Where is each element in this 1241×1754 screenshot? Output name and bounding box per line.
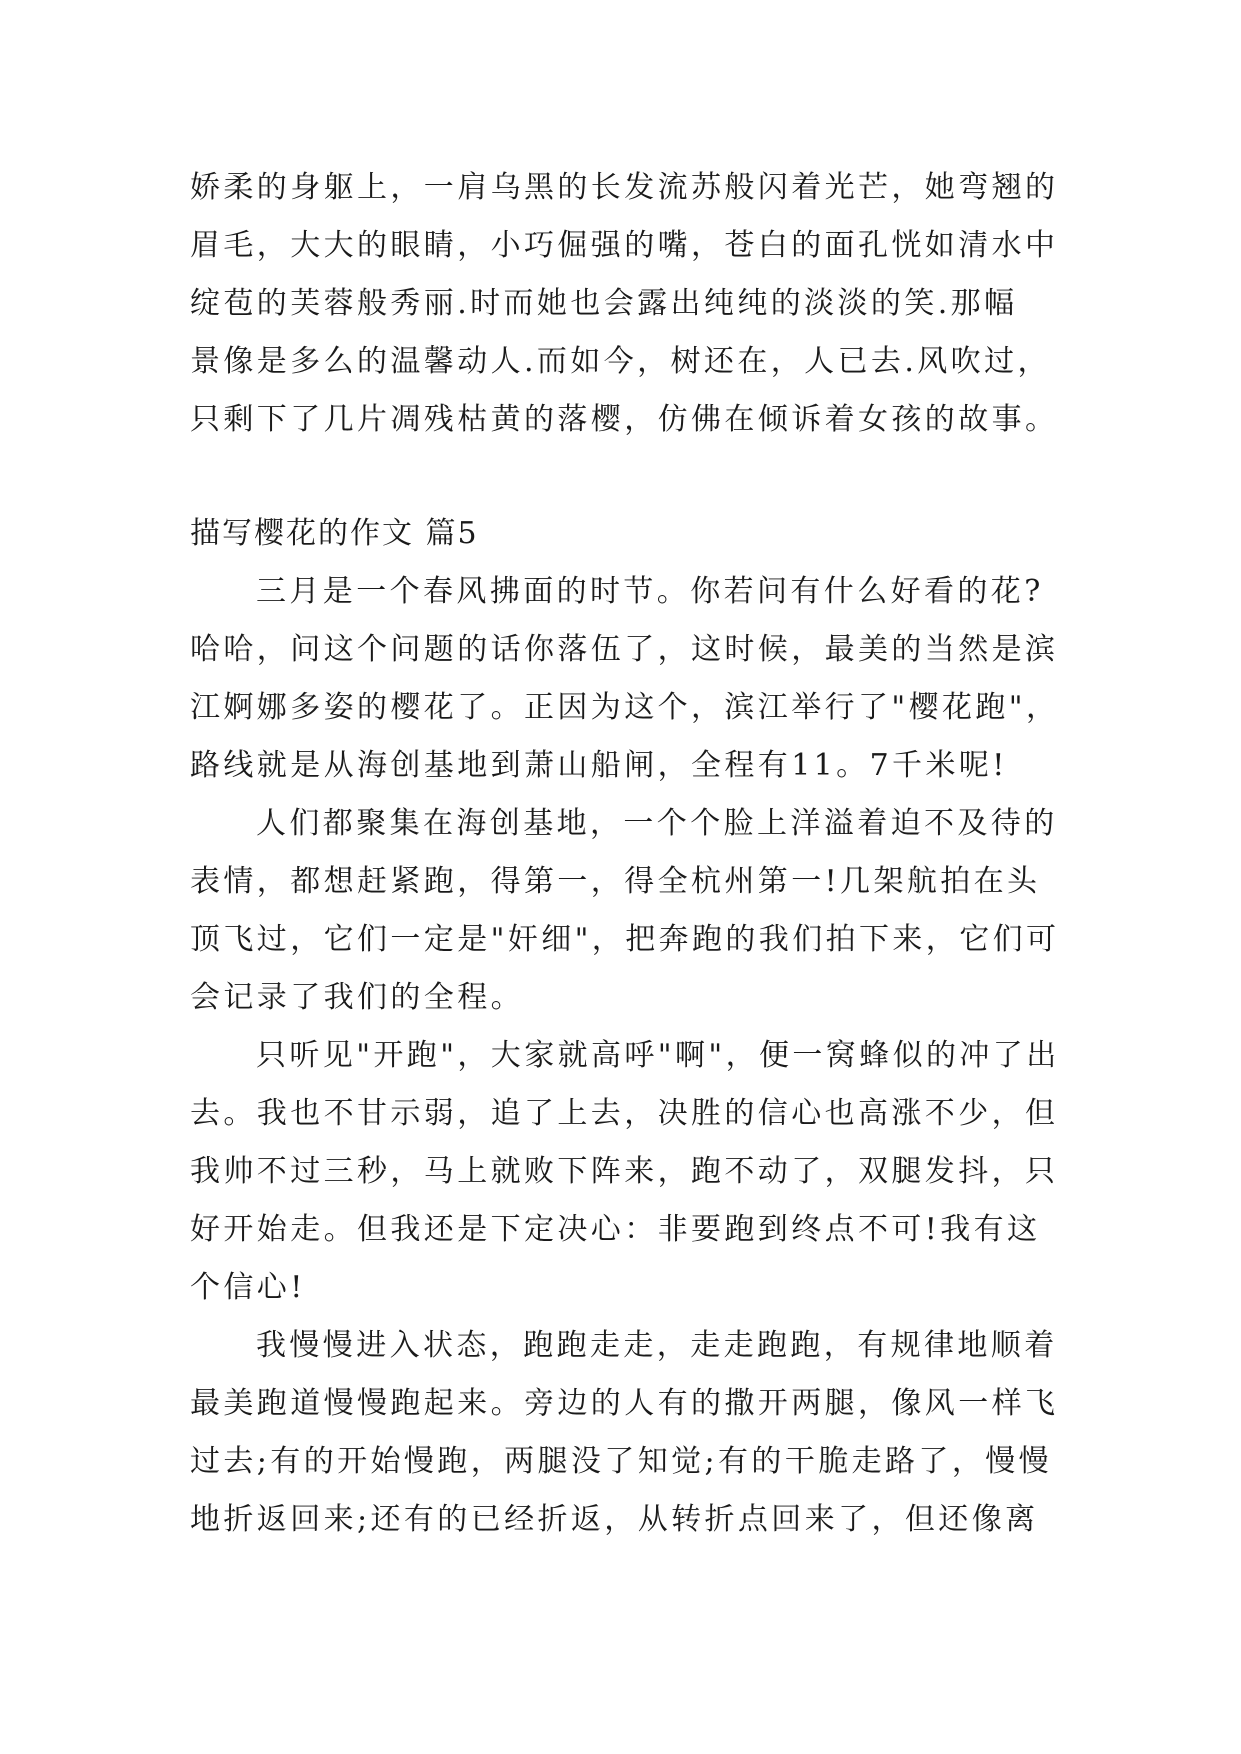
- text-line: 娇柔的身躯上，一肩乌黑的长发流苏般闪着光芒，她弯翘的: [190, 170, 1059, 205]
- text-line: 地折返回来;还有的已经折返，从转折点回来了，但还像离: [190, 1502, 1039, 1537]
- text-line: 去。我也不甘示弱，追了上去，决胜的信心也高涨不少，但: [190, 1096, 1059, 1131]
- text-line: 绽苞的芙蓉般秀丽.时而她也会露出纯纯的淡淡的笑.那幅: [190, 286, 1018, 321]
- text-line: 人们都聚集在海创基地，一个个脸上洋溢着迫不及待的: [256, 806, 1058, 841]
- text-line: 三月是一个春风拂面的时节。你若问有什么好看的花?: [256, 574, 1044, 609]
- text-line: 只听见"开跑"，大家就高呼"啊"，便一窝蜂似的冲了出: [256, 1038, 1060, 1073]
- text-line: 会记录了我们的全程。: [190, 980, 524, 1015]
- text-line: 最美跑道慢慢跑起来。旁边的人有的撒开两腿，像风一样飞: [190, 1386, 1059, 1421]
- text-line: 我帅不过三秒，马上就败下阵来，跑不动了，双腿发抖，只: [190, 1154, 1059, 1189]
- text-line: 个信心!: [190, 1270, 306, 1305]
- text-line: 表情，都想赶紧跑，得第一，得全杭州第一!几架航拍在头: [190, 864, 1041, 899]
- text-line: 路线就是从海创基地到萧山船闸，全程有11。7千米呢!: [190, 748, 1008, 783]
- text-line: 哈哈，问这个问题的话你落伍了，这时候，最美的当然是滨: [190, 632, 1059, 667]
- text-line: 只剩下了几片凋残枯黄的落樱，仿佛在倾诉着女孩的故事。: [190, 402, 1059, 437]
- text-line: 我慢慢进入状态，跑跑走走，走走跑跑，有规律地顺着: [256, 1328, 1058, 1363]
- text-line: 眉毛，大大的眼睛，小巧倔强的嘴，苍白的面孔恍如清水中: [190, 228, 1059, 263]
- text-line: 景像是多么的温馨动人.而如今，树还在，人已去.风吹过，: [190, 344, 1051, 379]
- text-line: 江婀娜多姿的樱花了。正因为这个，滨江举行了"樱花跑"，: [190, 690, 1060, 725]
- text-line: 好开始走。但我还是下定决心：非要跑到终点不可!我有这: [190, 1212, 1041, 1247]
- text-line: 过去;有的开始慢跑，两腿没了知觉;有的干脆走路了，慢慢: [190, 1444, 1053, 1479]
- section-heading: 描写樱花的作文 篇5: [190, 516, 479, 551]
- text-line: 顶飞过，它们一定是"奸细"，把奔跑的我们拍下来，它们可: [190, 922, 1060, 957]
